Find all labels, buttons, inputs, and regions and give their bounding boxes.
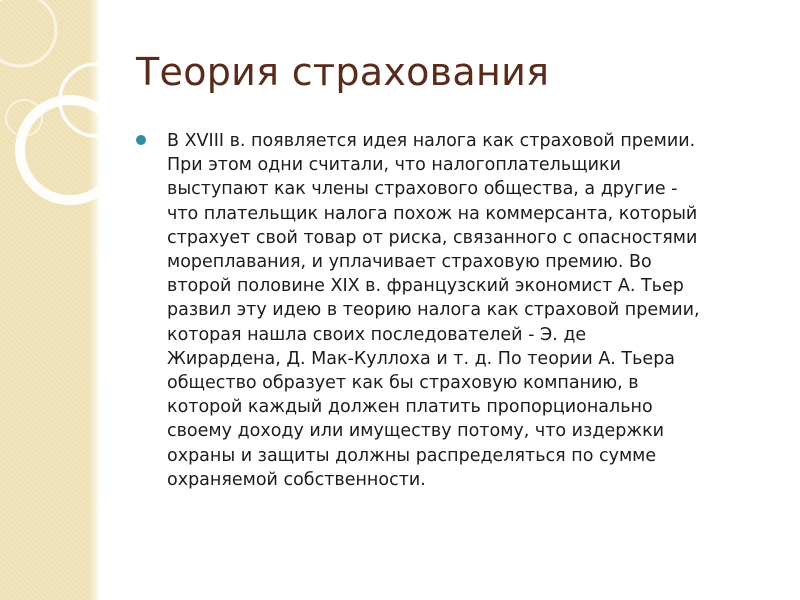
body-line: которой каждый должен платить пропорционально xyxy=(167,397,653,418)
slide-title: Теория страхования xyxy=(136,50,550,94)
body-line: охраняемой собственности. xyxy=(167,469,426,490)
body-line: которая нашла своих последователей - Э. де xyxy=(167,324,587,345)
body-line: страхует свой товар от риска, связанного с опасностями xyxy=(167,227,698,248)
bullet-dot-icon xyxy=(136,135,146,145)
body-line: В XVIII в. появляется идея налога как страховой премии. xyxy=(167,131,696,151)
body-line: своему доходу или имуществу потому, что издержки xyxy=(167,421,665,442)
bullet-text xyxy=(167,129,700,492)
body-line: что плательщик налога похож на коммерсанта, который xyxy=(167,203,698,224)
body-line: мореплавания, и уплачивает страховую премию. Во xyxy=(167,252,652,273)
body-line: общество образует как бы страховую компанию, в xyxy=(167,373,639,394)
body-line: второй половине XIX в. французский экономист А. Тьер xyxy=(167,276,684,297)
decorative-circles-icon xyxy=(0,0,140,260)
body-line: При этом одни считали, что налогоплательщики xyxy=(167,155,621,176)
body-line: развил эту идею в теорию налога как страховой премии, xyxy=(167,300,700,321)
body-line: Жирардена, Д. Мак-Куллоха и т. д. По теории А. Тьера xyxy=(167,348,676,369)
body-line: охраны и защиты должны распределяться по сумме xyxy=(167,445,657,466)
body-line: выступают как члены страхового общества, а другие - xyxy=(167,179,678,200)
